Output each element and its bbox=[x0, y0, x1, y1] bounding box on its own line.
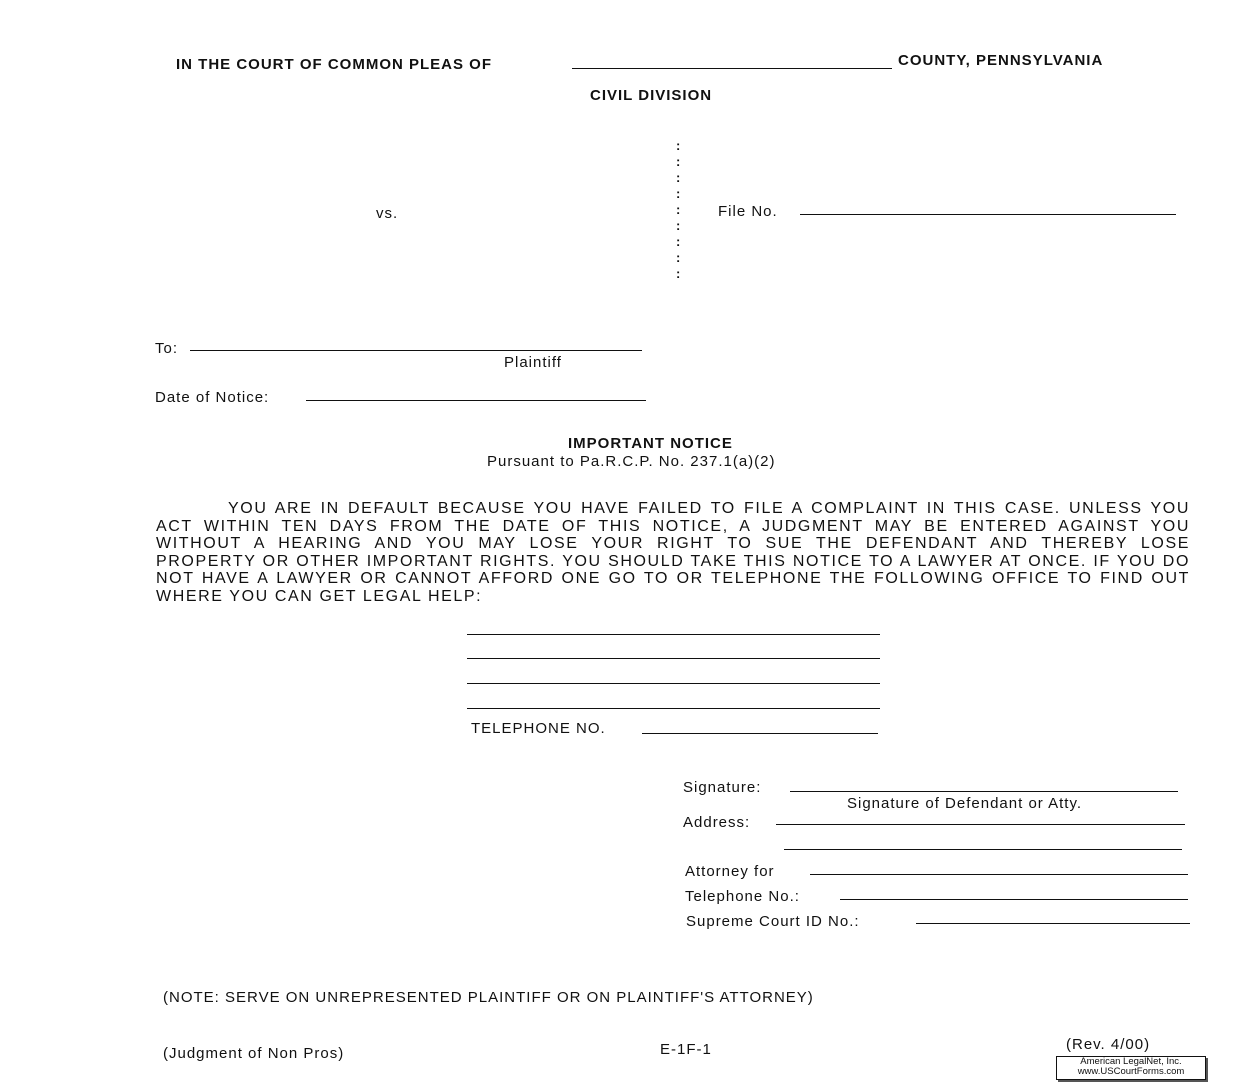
publisher-stamp bbox=[1056, 1056, 1206, 1080]
publisher-name: American LegalNet, Inc. bbox=[1080, 1056, 1182, 1067]
supreme-court-id-label: Supreme Court ID No.: bbox=[686, 913, 860, 930]
telephone-line[interactable] bbox=[840, 899, 1188, 900]
plaintiff-caption: Plaintiff bbox=[504, 354, 562, 371]
caption-separator: : : : : : : : : : bbox=[676, 138, 681, 281]
versus-label: vs. bbox=[376, 205, 399, 222]
form-code: E-1F-1 bbox=[660, 1041, 712, 1058]
signature-label: Signature: bbox=[683, 779, 762, 796]
to-line[interactable] bbox=[190, 350, 642, 351]
date-of-notice-line[interactable] bbox=[306, 400, 646, 401]
attorney-for-label: Attorney for bbox=[685, 863, 775, 880]
publisher-url: www.USCourtForms.com bbox=[1077, 1066, 1185, 1077]
telephone-label: Telephone No.: bbox=[685, 888, 800, 905]
attorney-for-line[interactable] bbox=[810, 874, 1188, 875]
office-telephone-label: TELEPHONE NO. bbox=[471, 720, 606, 737]
signature-caption: Signature of Defendant or Atty. bbox=[847, 795, 1083, 812]
address-label: Address: bbox=[683, 814, 751, 831]
division-title: CIVIL DIVISION bbox=[590, 87, 713, 104]
office-line-2[interactable] bbox=[467, 658, 880, 659]
notice-body: YOU ARE IN DEFAULT BECAUSE YOU HAVE FAILED TO FILE A COMPLAINT IN THIS CASE. UNLESS YOU ACT WITHIN TEN DAYS FROM THE DATE OF THIS NOTICE, A JUDGMENT MAY BE ENTERED AGAINST YOU WITHOUT A HEARING AND YOU MAY LOSE YOUR RIGHT TO SUE THE DEFENDANT AND THEREBY LOSE PROPERTY OR OTHER IMPORTANT RIGHTS. YOU SHOULD TAKE THIS NOTICE TO A LAWYER AT ONCE. IF YOU DO NOT HAVE A LAWYER OR CANNOT AFFORD ONE GO TO OR TELEPHONE THE FOLLOWING OFFICE TO FIND OUT WHERE YOU CAN GET LEGAL HELP: bbox=[156, 500, 1190, 605]
office-line-1[interactable] bbox=[467, 634, 880, 635]
address-line-2[interactable] bbox=[784, 849, 1182, 850]
signature-line[interactable] bbox=[790, 791, 1178, 792]
judgment-type: (Judgment of Non Pros) bbox=[163, 1045, 345, 1062]
office-line-3[interactable] bbox=[467, 683, 880, 684]
address-line-1[interactable] bbox=[776, 824, 1185, 825]
supreme-court-id-line[interactable] bbox=[916, 923, 1190, 924]
file-no-line[interactable] bbox=[800, 214, 1176, 215]
court-suffix: COUNTY, PENNSYLVANIA bbox=[898, 52, 1104, 69]
service-note: (NOTE: SERVE ON UNREPRESENTED PLAINTIFF OR ON PLAINTIFF'S ATTORNEY) bbox=[163, 989, 814, 1006]
court-prefix: IN THE COURT OF COMMON PLEAS OF bbox=[176, 56, 492, 73]
notice-subtitle: Pursuant to Pa.R.C.P. No. 237.1(a)(2) bbox=[487, 453, 776, 470]
file-no-label: File No. bbox=[718, 203, 778, 220]
office-telephone-line[interactable] bbox=[642, 733, 878, 734]
notice-title: IMPORTANT NOTICE bbox=[568, 435, 733, 452]
county-blank-line[interactable] bbox=[572, 68, 892, 69]
revision-date: (Rev. 4/00) bbox=[1066, 1036, 1151, 1053]
date-of-notice-label: Date of Notice: bbox=[155, 389, 270, 406]
office-line-4[interactable] bbox=[467, 708, 880, 709]
to-label: To: bbox=[155, 340, 179, 357]
